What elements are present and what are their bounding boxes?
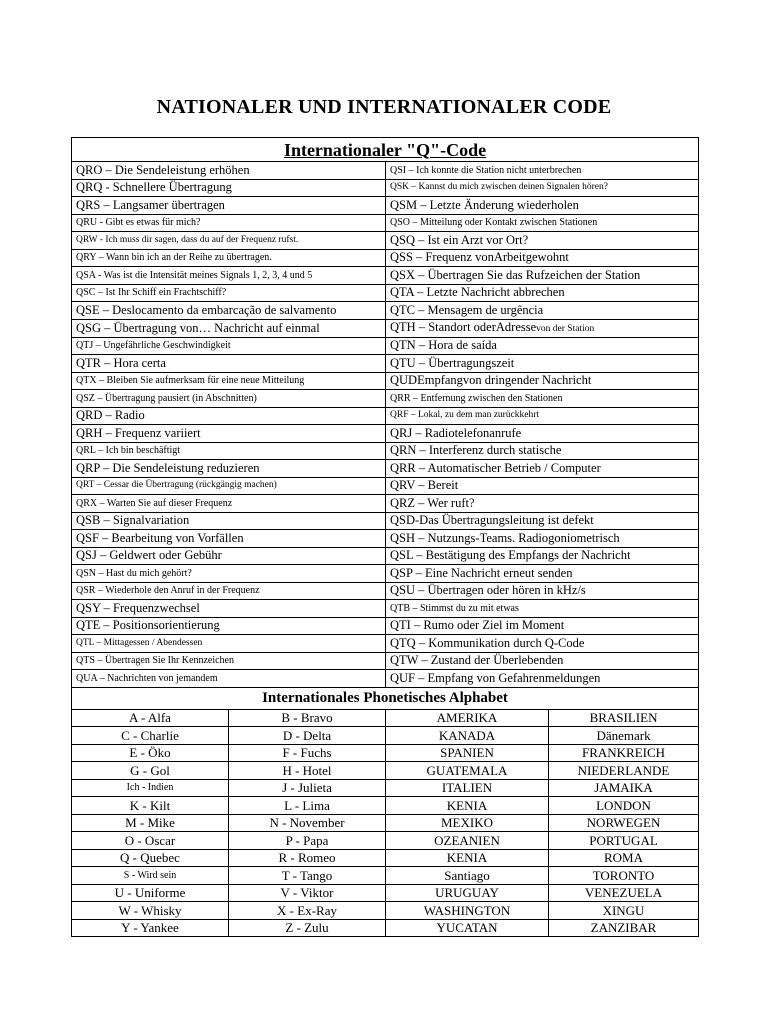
q-code-right-suffix: von der Station: [536, 323, 595, 334]
phonetic-row: [72, 744, 699, 762]
q-code-right: QRF – Lokal, zu dem man zurückkehrt: [386, 407, 699, 425]
phonetic-letter: E - Öko: [72, 744, 229, 762]
q-code-right: QUF – Empfang von Gefahrenmeldungen: [386, 670, 699, 688]
q-code-left: QSR – Wiederhole den Anruf in der Frequenz: [72, 582, 386, 600]
phonetic-letter: J - Julieta: [229, 779, 386, 797]
phonetic-letter: F - Fuchs: [229, 744, 386, 762]
phonetic-row: [72, 814, 699, 832]
phonetic-place: OZEANIEN: [386, 832, 549, 850]
q-code-row: [72, 390, 699, 408]
phonetic-place: TORONTO: [549, 867, 699, 885]
phonetic-letter: R - Romeo: [229, 849, 386, 867]
q-code-row: [72, 582, 699, 600]
phonetic-place: SPANIEN: [386, 744, 549, 762]
q-code-right: QRN – Interferenz durch statische: [386, 442, 699, 460]
q-code-left: QRX – Warten Sie auf dieser Frequenz: [72, 495, 386, 513]
q-code-left: QTX – Bleiben Sie aufmerksam für eine neue Mitteilung: [72, 372, 386, 390]
phonetic-place: BRASILIEN: [549, 709, 699, 727]
q-code-right: QSK – Kannst du mich zwischen deinen Signalen hören?: [386, 179, 699, 197]
phonetic-letter: P - Papa: [229, 832, 386, 850]
phonetic-row: [72, 762, 699, 780]
phonetic-row: [72, 709, 699, 727]
q-code-left: QSJ – Geldwert oder Gebühr: [72, 547, 386, 565]
q-code-right: QSM – Letzte Änderung wiederholen: [386, 197, 699, 215]
q-code-right: QRR – Entfernung zwischen den Stationen: [386, 390, 699, 408]
q-code-right: QUDEmpfangvon dringender Nachricht: [386, 372, 699, 390]
q-code-left: QSG – Übertragung von… Nachricht auf einmal: [72, 319, 386, 337]
q-code-right: QSH – Nutzungs-Teams. Radiogoniometrisch: [386, 530, 699, 548]
phonetic-row: [72, 779, 699, 797]
q-code-left: QSF – Bearbeitung von Vorfällen: [72, 530, 386, 548]
q-code-right: QTW – Zustand der Überlebenden: [386, 652, 699, 670]
q-code-row: [72, 442, 699, 460]
phonetic-row: [72, 797, 699, 815]
phonetic-letter: L - Lima: [229, 797, 386, 815]
phonetic-letter: H - Hotel: [229, 762, 386, 780]
q-code-left: QRD – Radio: [72, 407, 386, 425]
phonetic-row: [72, 902, 699, 920]
phonetic-place: AMERIKA: [386, 709, 549, 727]
phonetic-row: [72, 727, 699, 745]
phonetic-letter: C - Charlie: [72, 727, 229, 745]
phonetic-letter: Y - Yankee: [72, 919, 229, 937]
phonetic-header-row: [72, 687, 699, 709]
q-code-left: QRO – Die Sendeleistung erhöhen: [72, 162, 386, 180]
q-code-right: QSL – Bestätigung des Empfangs der Nachricht: [386, 547, 699, 565]
q-code-right: QSX – Übertragen Sie das Rufzeichen der Station: [386, 267, 699, 285]
q-code-right: QSD-Das Übertragungsleitung ist defekt: [386, 512, 699, 530]
q-code-left: QSN – Hast du mich gehört?: [72, 565, 386, 583]
phonetic-place: NORWEGEN: [549, 814, 699, 832]
q-code-right: QSO – Mitteilung oder Kontakt zwischen Stationen: [386, 214, 699, 232]
phonetic-row: [72, 832, 699, 850]
q-code-row: [72, 565, 699, 583]
q-code-row: [72, 337, 699, 355]
code-table: [71, 137, 699, 937]
q-code-left: QTR – Hora certa: [72, 355, 386, 373]
q-code-row: [72, 617, 699, 635]
q-code-row: [72, 670, 699, 688]
q-code-right-main: QTH – Standort oderAdresse: [390, 319, 537, 334]
q-code-right: QRV – Bereit: [386, 477, 699, 495]
phonetic-letter: B - Bravo: [229, 709, 386, 727]
q-code-right: QTN – Hora de saída: [386, 337, 699, 355]
phonetic-place: NIEDERLANDE: [549, 762, 699, 780]
phonetic-place: KANADA: [386, 727, 549, 745]
phonetic-row: [72, 884, 699, 902]
q-code-left: QSA - Was ist die Intensität meines Signals 1, 2, 3, 4 und 5: [72, 267, 386, 285]
q-code-right: QSQ – Ist ein Arzt vor Ort?: [386, 232, 699, 250]
q-code-row: [72, 302, 699, 320]
phonetic-letter: Q - Quebec: [72, 849, 229, 867]
q-code-right: QSI – Ich konnte die Station nicht unterbrechen: [386, 162, 699, 180]
q-code-row: [72, 284, 699, 302]
q-code-row: [72, 600, 699, 618]
q-code-row: [72, 214, 699, 232]
q-code-row: [72, 162, 699, 180]
q-code-left: QRQ - Schnellere Übertragung: [72, 179, 386, 197]
q-code-row: [72, 355, 699, 373]
phonetic-letter: S - Wird sein: [72, 867, 229, 885]
q-code-right: QTA – Letzte Nachricht abbrechen: [386, 284, 699, 302]
q-code-row: [72, 530, 699, 548]
phonetic-place: ROMA: [549, 849, 699, 867]
q-code-left: QTJ – Ungefährliche Geschwindigkeit: [72, 337, 386, 355]
q-code-row: [72, 372, 699, 390]
q-code-left: QRT – Cessar die Übertragung (rückgängig machen): [72, 477, 386, 495]
q-code-left: QSB – Signalvariation: [72, 512, 386, 530]
q-code-row: [72, 512, 699, 530]
q-code-left: QTS – Übertragen Sie Ihr Kennzeichen: [72, 652, 386, 670]
q-code-right: QSP – Eine Nachricht erneut senden: [386, 565, 699, 583]
q-code-left: QRW - Ich muss dir sagen, dass du auf der Frequenz rufst.: [72, 232, 386, 250]
q-code-row: [72, 425, 699, 443]
phonetic-place: Santiago: [386, 867, 549, 885]
q-code-right: QTQ – Kommunikation durch Q-Code: [386, 635, 699, 653]
q-code-row: [72, 460, 699, 478]
q-code-row: [72, 179, 699, 197]
phonetic-letter: M - Mike: [72, 814, 229, 832]
q-code-left: QRH – Frequenz variiert: [72, 425, 386, 443]
q-code-right: QTC – Mensagem de urgência: [386, 302, 699, 320]
q-code-left: QSC – Ist Ihr Schiff ein Frachtschiff?: [72, 284, 386, 302]
q-code-row: [72, 197, 699, 215]
q-code-row: [72, 232, 699, 250]
q-code-right: QTI – Rumo oder Ziel im Moment: [386, 617, 699, 635]
q-code-right: QSS – Frequenz vonArbeitgewohnt: [386, 249, 699, 267]
phonetic-letter: G - Gol: [72, 762, 229, 780]
phonetic-place: KENIA: [386, 797, 549, 815]
phonetic-letter: A - Alfa: [72, 709, 229, 727]
phonetic-place: ITALIEN: [386, 779, 549, 797]
phonetic-letter: D - Delta: [229, 727, 386, 745]
q-code-left: QRY – Wann bin ich an der Reihe zu übertragen.: [72, 249, 386, 267]
q-code-row: [72, 407, 699, 425]
phonetic-letter: K - Kilt: [72, 797, 229, 815]
q-code-right: QRJ – Radiotelefonanrufe: [386, 425, 699, 443]
phonetic-place: ZANZIBAR: [549, 919, 699, 937]
q-code-left: QSE – Deslocamento da embarcação de salvamento: [72, 302, 386, 320]
phonetic-letter: Ich - Indien: [72, 779, 229, 797]
phonetic-place: URUGUAY: [386, 884, 549, 902]
q-code-right: QRZ – Wer ruft?: [386, 495, 699, 513]
q-code-row: [72, 652, 699, 670]
q-code-header: Internationaler "Q"-Code: [283, 139, 487, 160]
phonetic-place: YUCATAN: [386, 919, 549, 937]
q-code-left: QSZ – Übertragung pausiert (in Abschnitten): [72, 390, 386, 408]
q-code-left: QSY – Frequenzwechsel: [72, 600, 386, 618]
q-code-row: [72, 249, 699, 267]
phonetic-place: Dänemark: [549, 727, 699, 745]
q-code-right: QTU – Übertragungszeit: [386, 355, 699, 373]
phonetic-letter: O - Oscar: [72, 832, 229, 850]
phonetic-place: JAMAIKA: [549, 779, 699, 797]
phonetic-letter: N - November: [229, 814, 386, 832]
q-code-left: QUA – Nachrichten von jemandem: [72, 670, 386, 688]
q-code-row: [72, 547, 699, 565]
phonetic-letter: T - Tango: [229, 867, 386, 885]
phonetic-place: MEXIKO: [386, 814, 549, 832]
phonetic-row: [72, 849, 699, 867]
phonetic-letter: W - Whisky: [72, 902, 229, 920]
phonetic-place: VENEZUELA: [549, 884, 699, 902]
phonetic-letter: X - Ex-Ray: [229, 902, 386, 920]
q-code-row: [72, 635, 699, 653]
q-code-header-row: [72, 138, 699, 162]
phonetic-place: KENIA: [386, 849, 549, 867]
phonetic-row: [72, 867, 699, 885]
phonetic-header: Internationales Phonetisches Alphabet: [72, 687, 699, 709]
q-code-left: QRU - Gibt es etwas für mich?: [72, 214, 386, 232]
q-code-left: QRS – Langsamer übertragen: [72, 197, 386, 215]
q-code-right: [386, 319, 699, 337]
q-code-left: QRP – Die Sendeleistung reduzieren: [72, 460, 386, 478]
q-code-left: QTL – Mittagessen / Abendessen: [72, 635, 386, 653]
phonetic-place: FRANKREICH: [549, 744, 699, 762]
q-code-row: [72, 495, 699, 513]
phonetic-place: GUATEMALA: [386, 762, 549, 780]
phonetic-letter: Z - Zulu: [229, 919, 386, 937]
phonetic-row: [72, 919, 699, 937]
q-code-left: QTE – Positionsorientierung: [72, 617, 386, 635]
page-title: NATIONALER UND INTERNATIONALER CODE: [156, 96, 612, 118]
q-code-right: QTB – Stimmst du zu mit etwas: [386, 600, 699, 618]
q-code-right: QRR – Automatischer Betrieb / Computer: [386, 460, 699, 478]
phonetic-letter: V - Viktor: [229, 884, 386, 902]
phonetic-place: PORTUGAL: [549, 832, 699, 850]
phonetic-place: XINGU: [549, 902, 699, 920]
q-code-right: QSU – Übertragen oder hören in kHz/s: [386, 582, 699, 600]
phonetic-place: WASHINGTON: [386, 902, 549, 920]
q-code-row: [72, 267, 699, 285]
q-code-left: QRL – Ich bin beschäftigt: [72, 442, 386, 460]
q-code-row: [72, 477, 699, 495]
phonetic-place: LONDON: [549, 797, 699, 815]
q-code-row: [72, 319, 699, 337]
phonetic-letter: U - Uniforme: [72, 884, 229, 902]
